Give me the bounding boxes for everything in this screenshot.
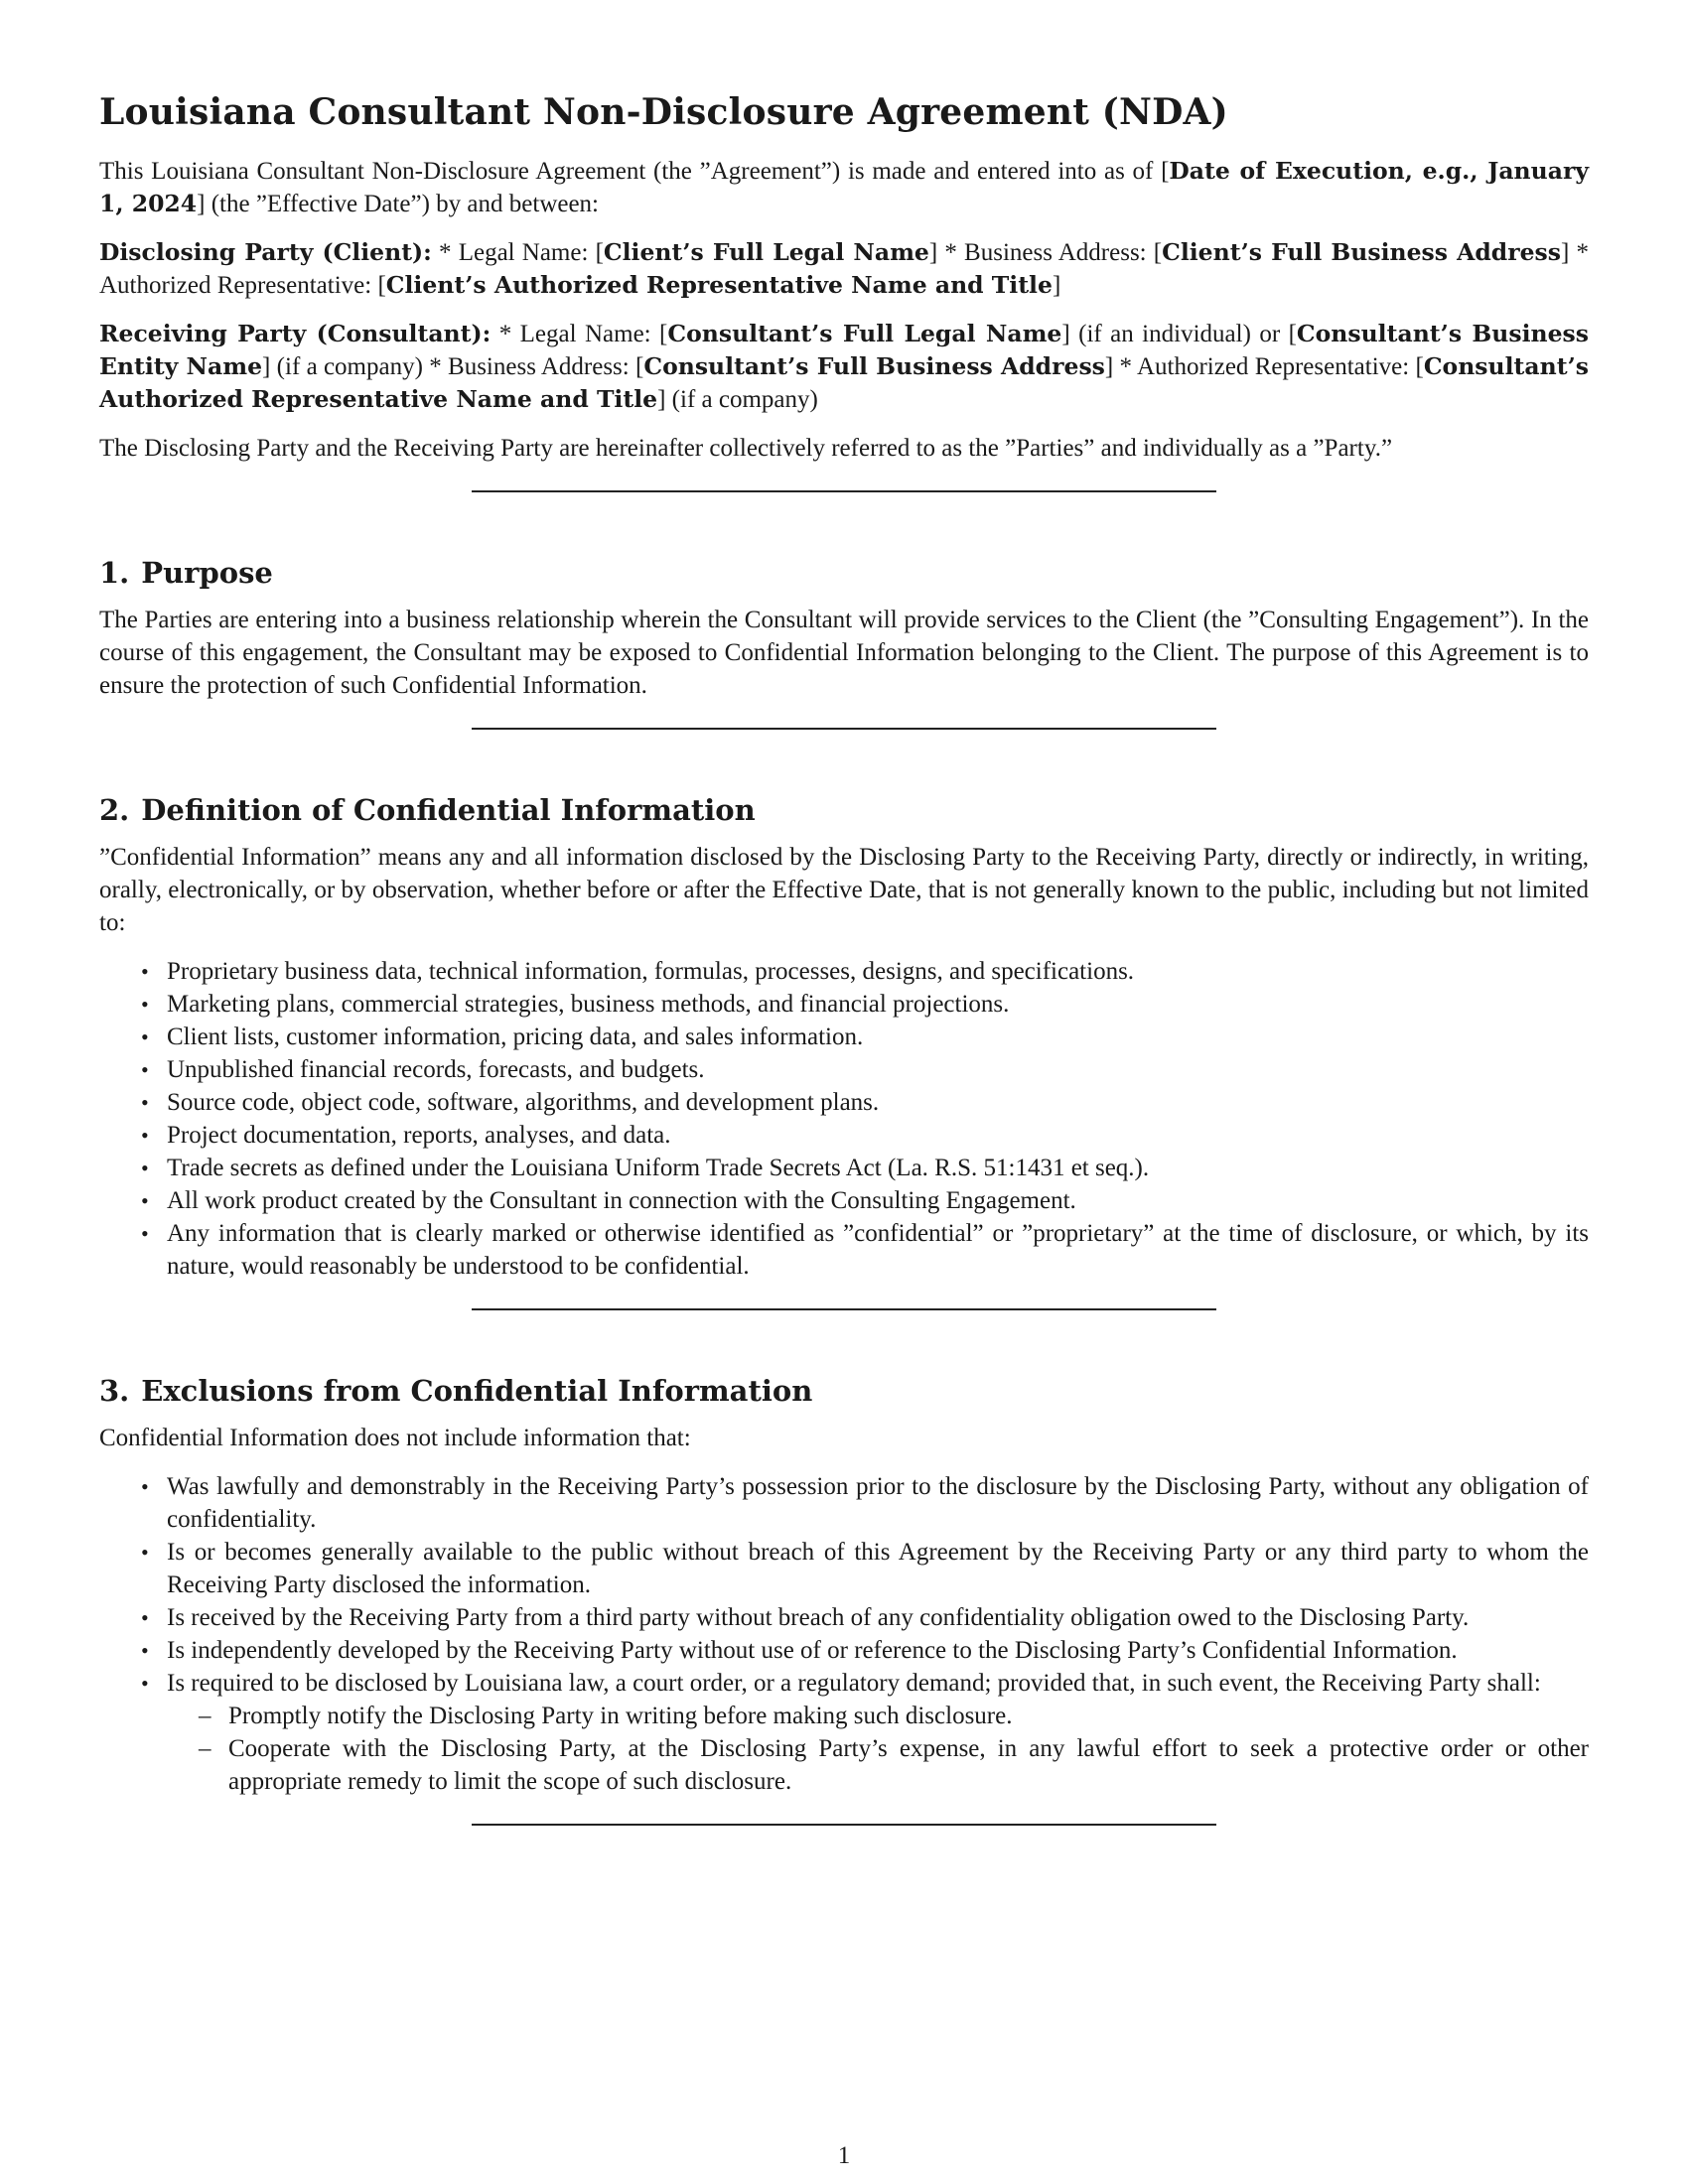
exclusions-list xyxy=(99,1470,1589,1798)
bullet-icon: • xyxy=(141,992,149,1017)
section-heading-exclusions: 3. Exclusions from Confidential Information xyxy=(99,1374,813,1408)
page-number: 1 xyxy=(837,2142,851,2169)
list-item: • Source code, object code, software, algorithms, and development plans. xyxy=(167,1086,1589,1119)
section-heading-purpose: 1. Purpose xyxy=(99,556,273,590)
list-item: • Project documentation, reports, analyses, and data. xyxy=(167,1119,1589,1152)
definition-paragraph: ”Confidential Information” means any and all information disclosed by the Disclosing Party to the Receiving Party, directly or indirectly, in writing, orally, electronically, or by observation, whether before or after the Effective Date, that is not generally known to the public, including but not limited to: xyxy=(99,844,1589,936)
receiving-party-heading: Receiving Party (Consultant): xyxy=(99,320,492,347)
bullet-icon: • xyxy=(141,1605,149,1630)
disclosing-party-paragraph: Disclosing Party (Client): * Legal Name: [Client’s Full Legal Name] * Business Address: [Client’s Full Business Address] * Authorized Representative: [Client’s Authorized Representative Name and Title] xyxy=(99,238,1589,299)
definition-list xyxy=(99,955,1589,1283)
list-item: • Client lists, customer information, pricing data, and sales information. xyxy=(167,1021,1589,1053)
bullet-icon: • xyxy=(141,1123,149,1148)
section-divider xyxy=(472,490,1216,492)
bullet-icon: • xyxy=(141,1474,149,1499)
bullet-icon: • xyxy=(141,1221,149,1246)
section-divider xyxy=(472,728,1216,730)
bullet-icon: • xyxy=(141,959,149,984)
receiving-party-paragraph: Receiving Party (Consultant): * Legal Name: [Consultant’s Full Legal Name] (if an individual) or [Consultant’s Business Entity Name] (if a company) * Business Address: [Consultant’s Full Business Address] * Authorized Representative: [Consultant’s Authorized Representative Name and Title] (if a company) xyxy=(99,320,1590,413)
list-item: • Is required to be disclosed by Louisiana law, a court order, or a regulatory demand; provided that, in such event, the Receiving Party shall: – Promptly notify the Disclosing Party in writing before making such disclosure. – Cooperate with the Disclosing Party, at the Disclosing Party’s expense, in any lawful effort to seek a protective order or other appropriate remedy to limit the scope of such disclosure. xyxy=(167,1667,1589,1798)
dash-icon: – xyxy=(199,1735,211,1762)
document-title: Louisiana Consultant Non-Disclosure Agreement (NDA) xyxy=(99,91,1228,133)
bullet-icon: • xyxy=(141,1156,149,1180)
list-item: • Is independently developed by the Receiving Party without use of or reference to the Disclosing Party’s Confidential Information. xyxy=(167,1634,1589,1667)
dash-icon: – xyxy=(199,1703,211,1729)
list-item: • All work product created by the Consultant in connection with the Consulting Engagement. xyxy=(167,1184,1589,1217)
bullet-icon: • xyxy=(141,1671,149,1696)
parties-paragraph: The Disclosing Party and the Receiving Party are hereinafter collectively referred to as the ”Parties” and individually as a ”Party.” xyxy=(99,435,1393,462)
list-item: • Unpublished financial records, forecasts, and budgets. xyxy=(167,1053,1589,1086)
list-item: • Is or becomes generally available to the public without breach of this Agreement by the Receiving Party or any third party to whom the Receiving Party disclosed the information. xyxy=(167,1536,1589,1601)
bullet-icon: • xyxy=(141,1188,149,1213)
list-item: • Trade secrets as defined under the Louisiana Uniform Trade Secrets Act (La. R.S. 51:1431 et seq.). xyxy=(167,1152,1589,1184)
bullet-icon: • xyxy=(141,1057,149,1082)
exclusions-sub-list xyxy=(167,1700,1589,1798)
sub-list-item: – Cooperate with the Disclosing Party, at the Disclosing Party’s expense, in any lawful effort to seek a protective order or other appropriate remedy to limit the scope of such disclosure. xyxy=(228,1732,1589,1798)
bullet-icon: • xyxy=(141,1090,149,1115)
intro-paragraph: This Louisiana Consultant Non-Disclosure Agreement (the ”Agreement”) is made and entered into as of [Date of Execution, e.g., January 1, 2024] (the ”Effective Date”) by and between: xyxy=(99,157,1589,217)
list-item: • Was lawfully and demonstrably in the Receiving Party’s possession prior to the disclosure by the Disclosing Party, without any obligation of confidentiality. xyxy=(167,1470,1589,1536)
exclusions-paragraph: Confidential Information does not include information that: xyxy=(99,1425,691,1451)
section-divider xyxy=(472,1308,1216,1310)
document-page xyxy=(99,89,1589,1887)
purpose-paragraph: The Parties are entering into a business relationship wherein the Consultant will provide services to the Client (the ”Consulting Engagement”). In the course of this engagement, the Consultant may be exposed to Confidential Information belonging to the Client. The purpose of this Agreement is to ensure the protection of such Confidential Information. xyxy=(99,607,1589,699)
list-item: • Any information that is clearly marked or otherwise identified as ”confidential” or ”proprietary” at the time of disclosure, or which, by its nature, would reasonably be understood to be confidential. xyxy=(167,1217,1589,1283)
section-heading-definition: 2. Definition of Confidential Information xyxy=(99,793,756,827)
disclosing-party-heading: Disclosing Party (Client): xyxy=(99,238,432,266)
sub-list-item: – Promptly notify the Disclosing Party in writing before making such disclosure. xyxy=(228,1700,1589,1732)
list-item: • Is received by the Receiving Party from a third party without breach of any confidentiality obligation owed to the Disclosing Party. xyxy=(167,1601,1589,1634)
list-item: • Proprietary business data, technical information, formulas, processes, designs, and specifications. xyxy=(167,955,1589,988)
bullet-icon: • xyxy=(141,1024,149,1049)
bullet-icon: • xyxy=(141,1638,149,1663)
bullet-icon: • xyxy=(141,1540,149,1565)
section-divider xyxy=(472,1824,1216,1826)
list-item: • Marketing plans, commercial strategies, business methods, and financial projections. xyxy=(167,988,1589,1021)
